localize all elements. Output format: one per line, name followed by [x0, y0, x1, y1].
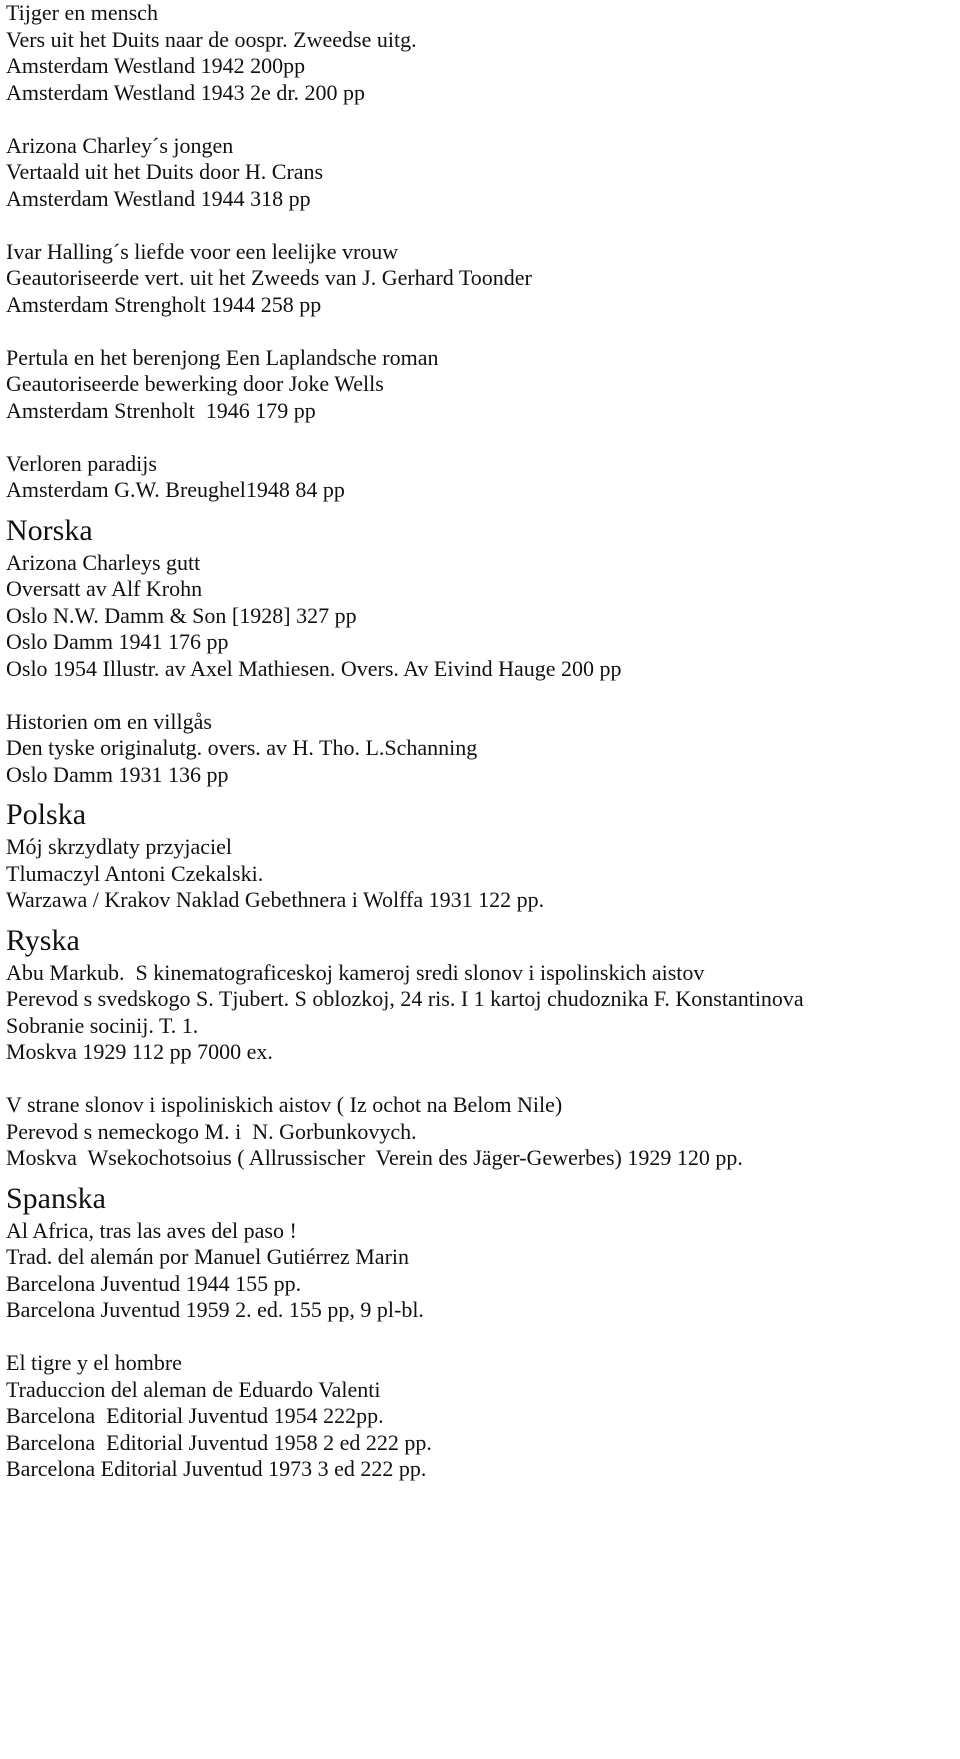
entry-title: Tijger en mensch — [6, 0, 158, 25]
entry-spacer — [6, 318, 960, 345]
entry-spacer — [6, 106, 960, 133]
entry-detail-line: Amsterdam Westland 1943 2e dr. 200 pp — [6, 79, 365, 105]
entry-detail-line: Barcelona Editorial Juventud 1973 3 ed 222 pp. — [6, 1456, 427, 1481]
entry-detail-line: Oversatt av Alf Krohn — [6, 576, 203, 601]
entry-detail-line: Den tyske originalutg. overs. av H. Tho. L.Schanning — [6, 735, 478, 760]
entry-title: Ivar Halling´s liefde voor een leelijke vrouw — [6, 238, 399, 264]
bibliography-entry — [6, 960, 960, 1066]
entry-detail-line: Barcelona Editorial Juventud 1958 2 ed 222 pp. — [6, 1429, 432, 1455]
entry-title: El tigre y el hombre — [6, 1350, 182, 1375]
entry-detail-line: Vers uit het Duits naar de oospr. Zweedse uitg. — [6, 26, 417, 52]
entry-detail-line: Traduccion del aleman de Eduardo Valenti — [6, 1376, 381, 1402]
entry-detail-line: Warzawa / Krakov Naklad Gebethnera i Wolffa 1931 122 pp. — [6, 887, 545, 912]
bibliography-entry — [6, 550, 960, 683]
entry-spacer — [6, 424, 960, 451]
entry-spacer — [6, 682, 960, 709]
entry-detail-line: Barcelona Editorial Juventud 1954 222pp. — [6, 1403, 384, 1428]
entry-title: Abu Markub. S kinematograficeskoj kameroj sredi slonov i ispolinskich aistov — [6, 959, 705, 985]
bibliography-entry — [6, 345, 960, 425]
entry-spacer — [6, 1324, 960, 1351]
entry-detail-line: Amsterdam G.W. Breughel1948 84 pp — [6, 477, 345, 502]
entry-title: V strane slonov i ispoliniskich aistov ( Iz ochot na Belom Nile) — [6, 1092, 563, 1117]
entry-title: Mój skrzydlaty przyjaciel — [6, 834, 233, 859]
entry-detail-line: Moskva 1929 112 pp 7000 ex. — [6, 1039, 273, 1064]
entry-detail-line: Amsterdam Westland 1944 318 pp — [6, 185, 311, 211]
entry-title: Al Africa, tras las aves del paso ! — [6, 1217, 297, 1243]
entry-detail-line: Amsterdam Westland 1942 200pp — [6, 53, 306, 78]
bibliography-entry — [6, 239, 960, 319]
entry-spacer — [6, 212, 960, 239]
section-heading: Norska — [6, 513, 93, 547]
entry-detail-line: Amsterdam Strenholt 1946 179 pp — [6, 397, 316, 423]
entry-detail-line: Vertaald uit het Duits door H. Crans — [6, 159, 324, 184]
entry-detail-line: Moskva Wsekochotsoius ( Allrussischer Verein des Jäger-Gewerbes) 1929 120 pp. — [6, 1145, 743, 1170]
entry-detail-line: Oslo Damm 1931 136 pp — [6, 761, 229, 787]
entry-detail-line: Trad. del alemán por Manuel Gutiérrez Marin — [6, 1244, 410, 1269]
bibliography-entry — [6, 834, 960, 914]
bibliography-entry — [6, 709, 960, 789]
entry-detail-line: Tlumaczyl Antoni Czekalski. — [6, 860, 264, 886]
bibliography-entry — [6, 1092, 960, 1172]
entry-detail-line: Geautoriseerde bewerking door Joke Wells — [6, 371, 384, 396]
entry-spacer — [6, 1066, 960, 1093]
entry-title: Pertula en het berenjong Een Laplandsche roman — [6, 344, 439, 370]
bibliography-entry — [6, 0, 960, 106]
bibliography-entry — [6, 1350, 960, 1483]
entry-detail-line: Perevod s svedskogo S. Tjubert. S oblozkoj, 24 ris. I 1 kartoj chudoznika F. Konstantinova — [6, 986, 804, 1011]
entry-title: Arizona Charley´s jongen — [6, 132, 234, 158]
bibliography-entry — [6, 1218, 960, 1324]
entry-detail-line: Oslo Damm 1941 176 pp — [6, 629, 229, 654]
entry-detail-line: Oslo 1954 Illustr. av Axel Mathiesen. Overs. Av Eivind Hauge 200 pp — [6, 655, 622, 681]
entry-title: Historien om en villgås — [6, 708, 212, 734]
entry-detail-line: Perevod s nemeckogo M. i N. Gorbunkovych. — [6, 1118, 417, 1144]
bibliography-entry — [6, 451, 960, 504]
bibliography-entry — [6, 133, 960, 213]
entry-detail-line: Amsterdam Strengholt 1944 258 pp — [6, 291, 322, 317]
section-heading: Ryska — [6, 923, 80, 957]
entry-detail-line: Barcelona Juventud 1959 2. ed. 155 pp, 9 pl-bl. — [6, 1297, 424, 1322]
entry-detail-line: Oslo N.W. Damm & Son [1928] 327 pp — [6, 602, 357, 628]
entry-title: Verloren paradijs — [6, 450, 157, 476]
entry-detail-line: Sobranie socinij. T. 1. — [6, 1012, 199, 1038]
entry-detail-line: Barcelona Juventud 1944 155 pp. — [6, 1270, 302, 1296]
section-heading: Polska — [6, 798, 87, 831]
section-heading: Spanska — [6, 1181, 106, 1215]
entry-title: Arizona Charleys gutt — [6, 549, 201, 575]
entry-detail-line: Geautoriseerde vert. uit het Zweeds van J. Gerhard Toonder — [6, 265, 532, 290]
